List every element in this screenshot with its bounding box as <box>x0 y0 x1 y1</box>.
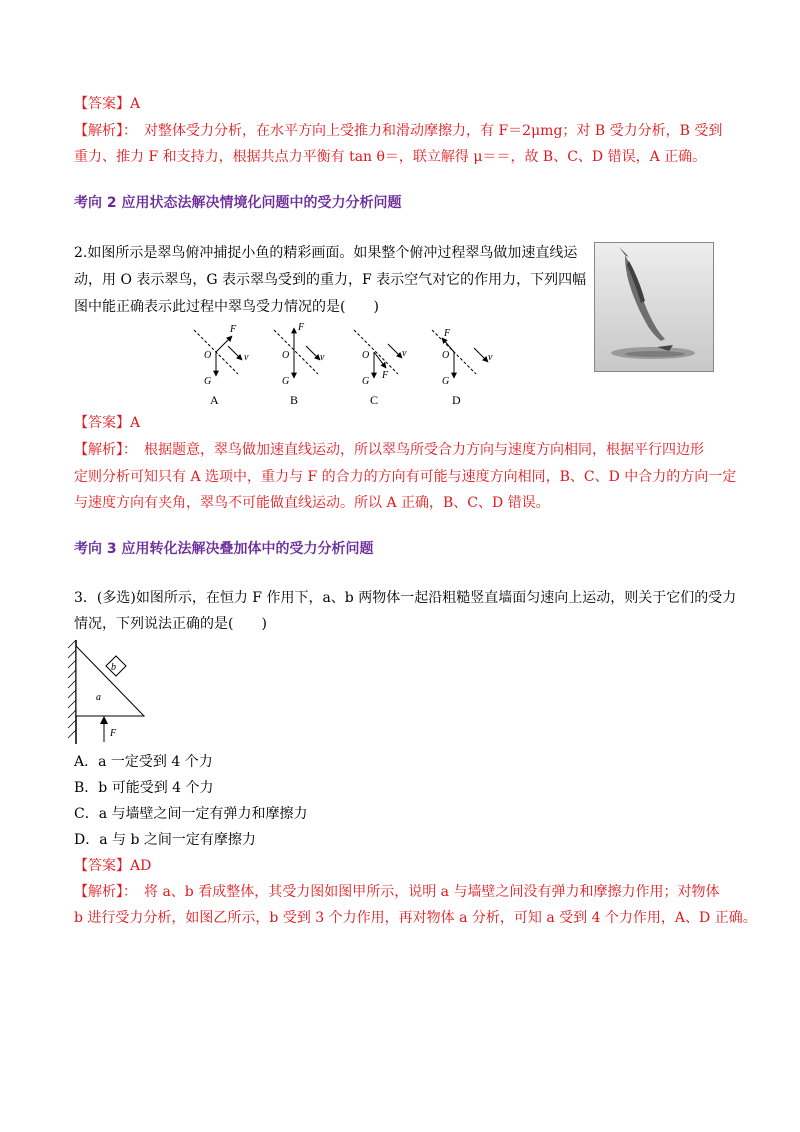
label-g-d: G <box>442 376 450 387</box>
kingfisher-image <box>595 243 713 371</box>
label-v-d: v <box>488 352 493 363</box>
answer-1: 【答案】A <box>74 96 141 112</box>
question-2-line-1: 2.如图所示是翠鸟俯冲捕捉小鱼的精彩画面。如果整个俯冲过程翠鸟做加速直线运 <box>74 245 578 261</box>
kingfisher-photo <box>594 242 714 372</box>
diagram-d <box>432 328 493 387</box>
option-label-b: B <box>290 393 299 407</box>
section-heading-3: 考向 3 应用转化法解决叠加体中的受力分析问题 <box>74 541 374 557</box>
label-f-a: F <box>230 324 237 335</box>
option-label-c: C <box>370 393 379 407</box>
analysis-2-line-2: 定则分析可知只有 A 选项中，重力与 F 的合力的方向有可能与速度方向相同，B、C、D 中合力的方向一定 <box>74 469 737 485</box>
question-2-line-2: 动，用 O 表示翠鸟，G 表示翠鸟受到的重力，F 表示空气对它的作用力，下列四幅 <box>74 272 587 288</box>
label-o-d: O <box>442 350 450 361</box>
option-a: A．a 一定受到 4 个力 <box>74 754 213 770</box>
label-o-c: O <box>362 350 370 361</box>
force-diagrams <box>190 318 510 408</box>
label-a: a <box>96 692 101 703</box>
question-3-line-1: 3．(多选)如图所示，在恒力 F 作用下，a、b 两物体一起沿粗糙竖直墙面匀速向上运动，则关于它们的受力 <box>74 590 737 606</box>
label-f-d: F <box>444 328 451 339</box>
question-3-line-2: 情况，下列说法正确的是( ) <box>74 616 267 632</box>
diagram-a <box>194 324 249 387</box>
label-g-c: G <box>362 376 370 387</box>
option-d: D．a 与 b 之间一定有摩擦力 <box>74 832 256 848</box>
label-o-b: O <box>282 350 290 361</box>
label-g-a: G <box>204 376 212 387</box>
answer-3: 【答案】AD <box>74 858 152 874</box>
label-f: F <box>110 728 117 739</box>
analysis-2-line-3: 与速度方向有夹角，翠鸟不可能做直线运动。所以 A 正确，B、C、D 错误。 <box>74 495 550 511</box>
analysis-1-line-2: 重力、推力 F 和支持力，根据共点力平衡有 tan θ＝，联立解得 μ＝＝，故 B、C、D 错误，A 正确。 <box>74 149 707 165</box>
analysis-3-line-1: 【解析】： 将 a、b 看成整体，其受力图如图甲所示，说明 a 与墙壁之间没有弹力和摩擦力作用；对物体 <box>74 884 720 900</box>
label-f-c: F <box>382 370 389 381</box>
option-label-a: A <box>210 393 219 407</box>
label-b: b <box>111 662 116 673</box>
option-c: C．a 与墙壁之间一定有弹力和摩擦力 <box>74 806 308 822</box>
question-2-line-3: 图中能正确表示此过程中翠鸟受力情况的是( ) <box>74 299 379 315</box>
label-v-a: v <box>244 352 249 363</box>
label-v-c: v <box>402 348 407 359</box>
label-o-a: O <box>204 350 212 361</box>
analysis-2-line-1: 【解析】： 根据题意，翠鸟做加速直线运动，所以翠鸟所受合力方向与速度方向相同，根据平行四边形 <box>74 442 704 458</box>
label-f-b: F <box>298 322 305 333</box>
label-v-b: v <box>320 352 325 363</box>
option-b: B．b 可能受到 4 个力 <box>74 780 214 796</box>
answer-2: 【答案】A <box>74 415 141 431</box>
label-g-b: G <box>282 376 290 387</box>
analysis-1-line-1: 【解析】： 对整体受力分析，在水平方向上受推力和滑动摩擦力，有 F＝2μmg；对 B 受力分析，B 受到 <box>74 123 723 139</box>
option-label-d: D <box>452 393 461 407</box>
wedge-figure <box>64 638 154 748</box>
diagram-b <box>274 322 325 387</box>
diagram-c <box>354 330 407 387</box>
section-heading-2: 考向 2 应用状态法解决情境化问题中的受力分析问题 <box>74 195 402 211</box>
analysis-3-line-2: b 进行受力分析，如图乙所示，b 受到 3 个力作用，再对物体 a 分析，可知 a 受到 4 个力作用，A、D 正确。 <box>74 910 757 926</box>
